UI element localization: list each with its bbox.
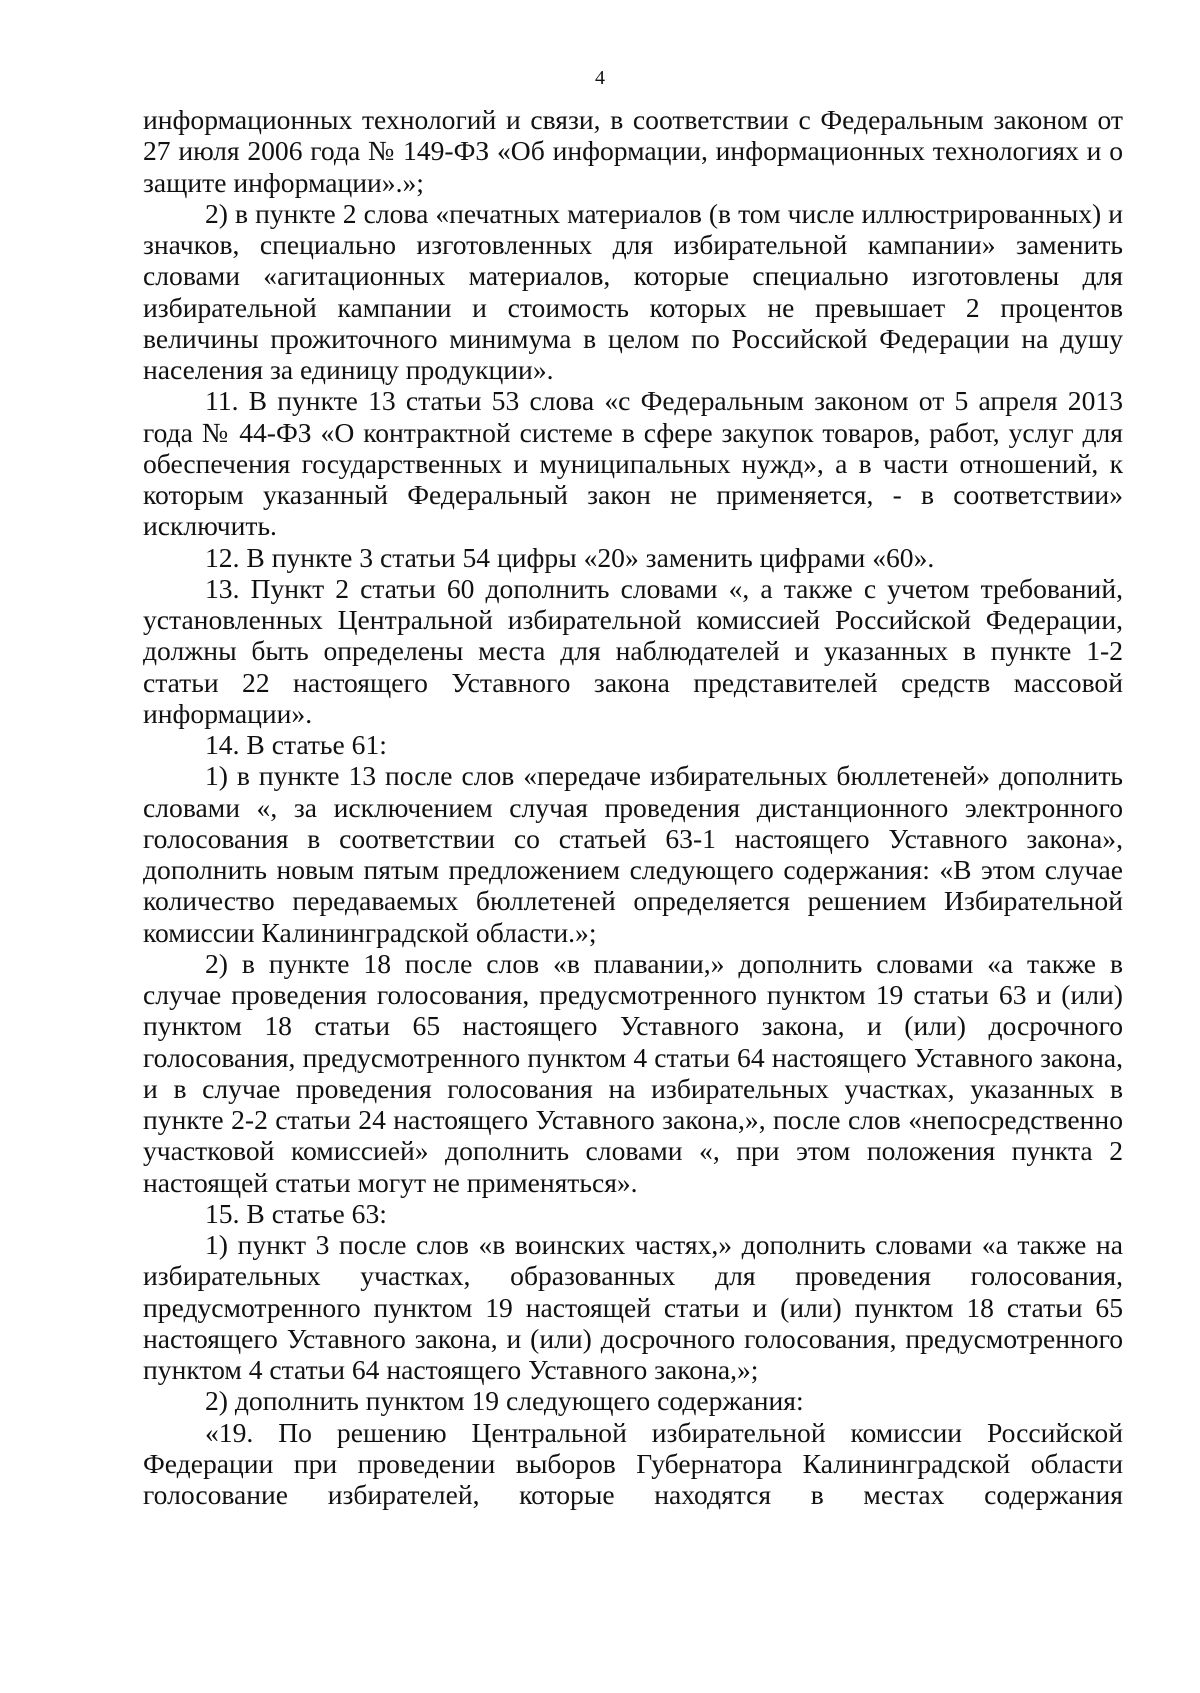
paragraph-point-11: 11. В пункте 13 статьи 53 слова «с Федеральным законом от 5 апреля 2013 года № 44-ФЗ «О контрактной системе в сфере закупок товаров, работ, услуг для обеспечения государственных и муниципальных нужд», а в части отношений, к которым указанный Федеральный закон не применяется, - в соответствии» исключить.	[143, 385, 1123, 542]
paragraph-continuation: информационных технологий и связи, в соответствии с Федеральным законом от 27 июля 2006 года № 149-ФЗ «Об информации, информационных технологиях и о защите информации».»;	[143, 104, 1123, 198]
paragraph-item-2: 2) в пункте 2 слова «печатных материалов (в том числе иллюстрированных) и значков, специально изготовленных для избирательной кампании» заменить словами «агитационных материалов, которые специально изготовлены для избирательной кампании и стоимость которых не превышает 2 процентов величины прожиточного минимума в целом по Российской Федерации на душу населения за единицу продукции».	[143, 197, 1123, 385]
paragraph-point-15-item-1: 1) пункт 3 после слов «в воинских частях,» дополнить словами «а также на избирательных участках, образованных для проведения голосования, предусмотренного пунктом 19 настоящей статьи и (или) пунктом 18 статьи 65 настоящего Уставного закона, и (или) досрочного голосования, предусмотренного пунктом 4 статьи 64 настоящего Уставного закона,»;	[143, 1229, 1123, 1385]
paragraph-point-14-item-2: 2) в пункте 18 после слов «в плавании,» дополнить словами «а также в случае проведения голосования, предусмотренного пунктом 19 статьи 63 и (или) пунктом 18 статьи 65 настоящего Уставного закона, и (или) досрочного голосования, предусмотренного пунктом 4 статьи 64 настоящего Уставного закона, и в случае проведения голосования на избирательных участках, указанных в пункте 2-2 статьи 24 настоящего Уставного закона,», после слов «непосредственно участковой комиссией» дополнить словами «, при этом положения пункта 2 настоящей статьи могут не применяться».	[143, 947, 1123, 1198]
document-body	[143, 104, 1123, 1510]
paragraph-point-15-item-2: 2) дополнить пунктом 19 следующего содержания:	[205, 1385, 804, 1417]
paragraph-quoted-point-19: «19. По решению Центральной избирательной комиссии Российской Федерации при проведении выборов Губернатора Калининградской области голосование избирателей, которые находятся в местах содержания	[143, 1416, 1123, 1510]
paragraph-point-14-heading: 14. В статье 61:	[205, 729, 387, 760]
paragraph-point-15-heading: 15. В статье 63:	[205, 1197, 387, 1229]
paragraph-point-13: 13. Пункт 2 статьи 60 дополнить словами «, а также с учетом требований, установленных Центральной избирательной комиссией Российской Федерации, должны быть определены места для наблюдателей и указанных в пункте 1-2 статьи 22 настоящего Уставного закона представителей средств массовой информации».	[143, 572, 1123, 729]
paragraph-point-12: 12. В пункте 3 статьи 54 цифры «20» заменить цифрами «60».	[205, 541, 935, 573]
page-number: 4	[595, 67, 605, 89]
paragraph-point-14-item-1: 1) в пункте 13 после слов «передаче избирательных бюллетеней» дополнить словами «, за исключением случая проведения дистанционного электронного голосования в соответствии со статьей 63-1 настоящего Уставного закона», дополнить новым пятым предложением следующего содержания: «В этом случае количество передаваемых бюллетеней определяется решением Избирательной комиссии Калининградской области.»;	[143, 760, 1123, 948]
